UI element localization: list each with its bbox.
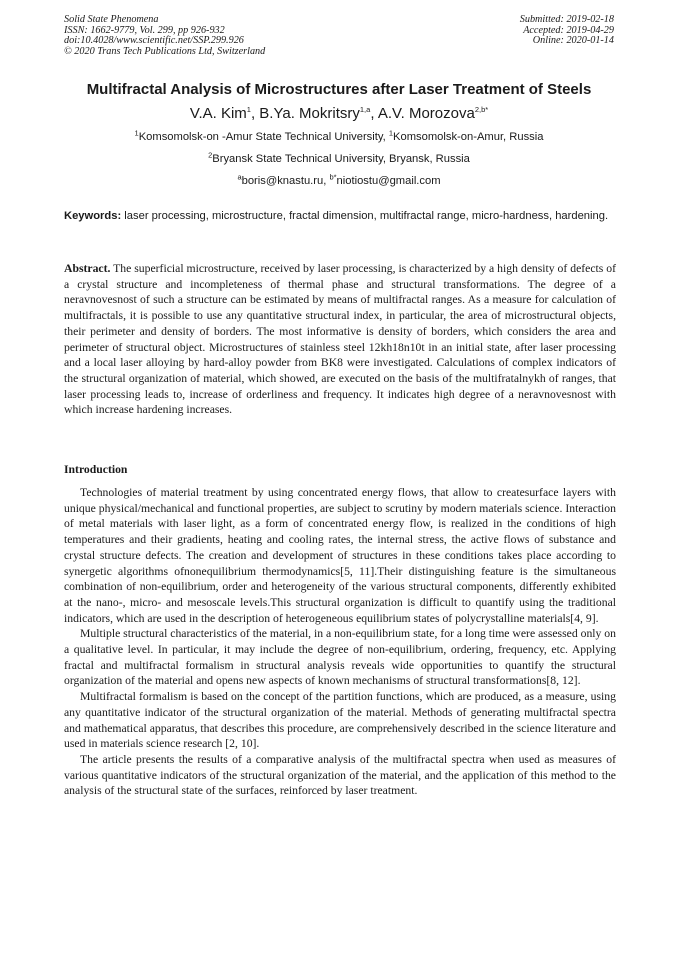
submitted-date: Submitted: 2019-02-18 <box>519 14 614 25</box>
paper-title: Multifractal Analysis of Microstructures after Laser Treatment of Steels <box>86 81 592 98</box>
keywords-label: Keywords: <box>64 210 122 222</box>
abstract-label: Abstract. <box>64 262 111 275</box>
email-address: niotiostu@gmail.com <box>336 175 441 187</box>
email-address: boris@knastu.ru, <box>241 175 330 187</box>
email-mark: a <box>237 172 242 182</box>
accepted-date: Accepted: 2019-04-29 <box>523 24 614 36</box>
journal-name: Solid State Phenomena <box>64 14 159 25</box>
affiliation-text: Bryansk State Technical University, Bryansk, Russia <box>212 153 470 165</box>
abstract-text: The superficial microstructure, received by laser processing, is characterized by a high density of defects of a crystal structure and incompleteness of thermal phase and structural transformations. The degree of a neravnovesnost of such a structure can be estimated by means of multifractal ranges. As a measure for calculation of multifractals, it is possible to use any quantitative structural index, in particular, the area of microstructural objects, their perimeter and density of borders. The most informative is density of borders, which considers the area and perimeter of structural object. Microstructures of stainless steel 12kh18n10t in an initial state, after laser processing and a local laser alloying by hard-alloy powder from BK8 were investigated. Calculations of complex indicators of the structural organization of material, which showed, are executed on the basis of the multifratalnykh of ranges, that laser processing leads to, increase of orderliness and frequency. It indicates high degree of a neravnovesnost with which increase hardening increases. <box>64 262 616 417</box>
affiliation-text: Komsomolsk-on -Amur State Technical University, <box>138 131 389 143</box>
author-name: A.V. Morozova <box>377 105 475 122</box>
keywords-text: laser processing, microstructure, fractal dimension, multifractal range, micro-hardness, hardening. <box>121 210 609 222</box>
author-list: V.A. Kim$^1$, B.Ya. Mokritsry$^{1,a}$, A.V. Morozova$^{2,b*}$ <box>189 105 489 122</box>
paragraph: Technologies of material treatment by using concentrated energy flows, that allow to createsurface layers with unique physical/mechanical and functional properties, are subject to scrutiny by modern materials science. Interaction of metal materials with laser light, as a form of concentrated energy flow, is realized in the conditions of high temperatures and their gradients, heating and cooling rates, the internal stress, the active flows of substance and crystal structure defects. The creation and development of structures in these conditions takes place according to synergetic algorithms ofnonequilibrium thermodynamics[5, 11].Their distinguishing feature is the simultaneous combination of non-equilibrium, order and heterogeneity of the various structural components, differently exhibited at the nano-, micro- and mesoscale levels.This structural organization is difficult to quantify using the traditional indicators, which are used in the description of heterogeneous equilibrium states of polycrystalline materials[4, 9]. <box>64 486 616 625</box>
affiliation-text: Komsomolsk-on-Amur, Russia <box>393 131 544 143</box>
author-affiliation-mark: 1 <box>246 105 251 114</box>
copyright-line: © 2020 Trans Tech Publications Ltd, Switzerland <box>64 45 266 57</box>
author-affiliation-mark: 2,b* <box>474 105 489 114</box>
online-date: Online: 2020-01-14 <box>532 35 614 47</box>
author-affiliation-mark: 1,a <box>359 105 371 114</box>
submission-dates <box>520 15 614 47</box>
introduction-body <box>64 485 616 799</box>
doi-line: doi:10.4028/www.scientific.net/SSP.299.926 <box>64 35 244 47</box>
affiliation-mark: 2 <box>208 150 213 160</box>
paragraph: Multifractal formalism is based on the concept of the partition functions, which are produced, as a measure, using any quantitative indicator of the structural organization of the material. Methods of generating multifractal spectra and mathematical apparatus, that describes this procedure, are comprehensively described in the science literature and used in materials science research [2, 10]. <box>64 690 616 751</box>
paragraph: Multiple structural characteristics of the material, in a non-equilibrium state, for a long time were assessed only on a qualitative level. In particular, it may include the degree of non-equilibrium, ordering, frequency, etc. Applying fractal and multifractal formalism in structural analysis reveals wide opportunities to quantify the structural organization of the material and opens new aspects of known mechanisms of structural transformations[8, 12]. <box>64 627 616 688</box>
author-emails <box>40 174 638 188</box>
keywords <box>64 209 616 224</box>
author-name: V.A. Kim <box>189 105 247 122</box>
introduction-heading: Introduction <box>64 463 128 476</box>
affiliation-mark: 1 <box>134 128 139 138</box>
paragraph: The article presents the results of a comparative analysis of the multifractal spectra when used as measures of various quantitative indicators of the structural organization of the material, and the application of this method to the analysis of the structural state of the surfaces, reinforced by laser treatment. <box>64 752 616 798</box>
abstract <box>64 261 616 418</box>
issn-line: ISSN: 1662-9779, Vol. 299, pp 926-932 <box>64 24 225 36</box>
author-name: B.Ya. Mokritsry <box>259 105 360 122</box>
affiliation-1 <box>40 130 638 144</box>
affiliation-mark: 1 <box>388 128 394 138</box>
affiliation-2 <box>40 152 638 166</box>
journal-info <box>64 15 265 57</box>
email-mark: b* <box>329 172 337 182</box>
